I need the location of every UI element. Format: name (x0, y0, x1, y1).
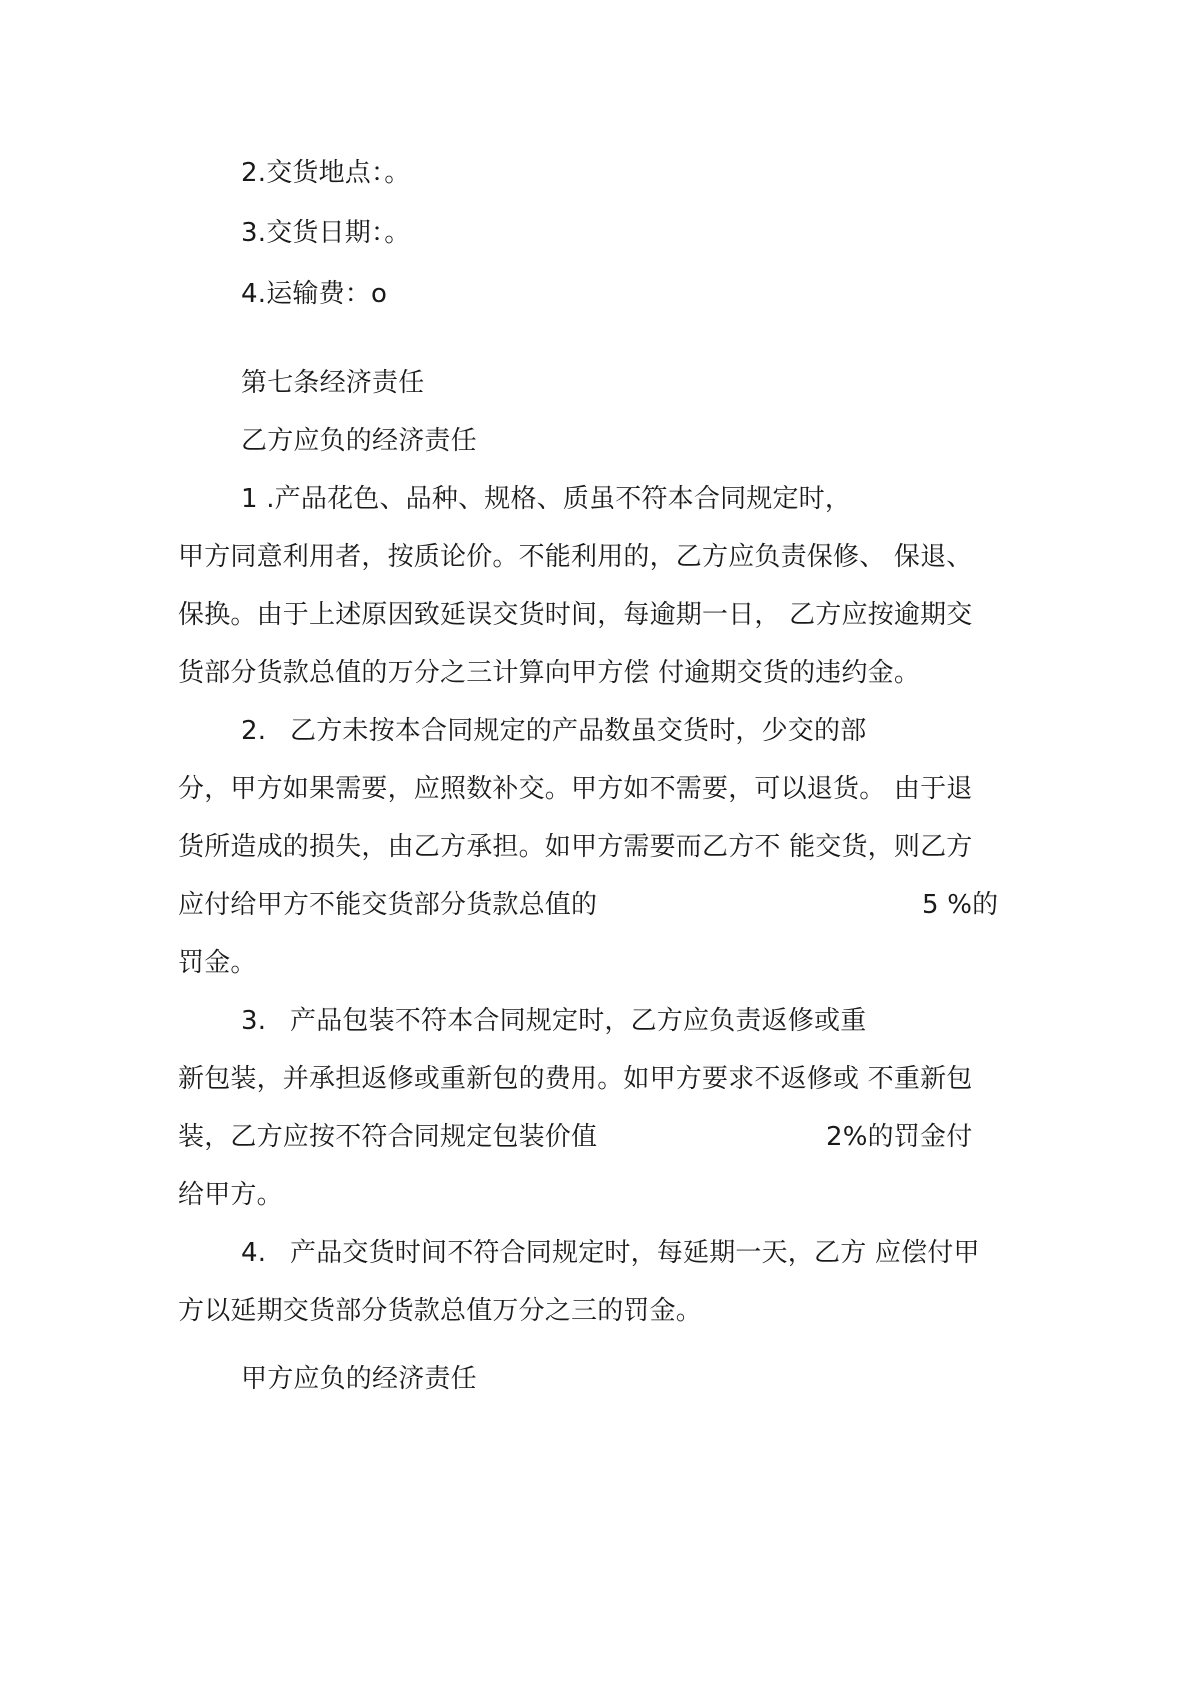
item1-line: 保换。由于上述原因致延误交货时间，每逾期一日， 乙方应按逾期交 (178, 600, 973, 630)
item1-line: 甲方同意利用者，按质论价。不能利用的，乙方应负责保修、 保退、 (178, 542, 973, 572)
item4-line2: 方以延期交货部分货款总值万分之三的罚金。 (178, 1296, 703, 1326)
item1-first-line: 1 .产品花色、品种、规格、质虽不符本合同规定时， (241, 484, 852, 514)
item2-last-line: 罚金。 (178, 948, 257, 978)
article-heading: 第七条经济责任 (241, 368, 425, 398)
party-b-heading: 乙方应负的经济责任 (241, 426, 477, 456)
item2-line4-left: 应付给甲方不能交货部分货款总值的 (178, 890, 598, 920)
item2-number: 2. (241, 716, 267, 746)
freight-line: 4.运输费：o (241, 279, 388, 309)
item2-line: 分，甲方如果需要，应照数补交。甲方如不需要，可以退货。 由于退 (178, 774, 973, 804)
item2-line4-right: 5 %的 (922, 890, 999, 920)
delivery-date-line: 3.交货日期：。 (241, 218, 411, 248)
item3-number: 3. (241, 1006, 267, 1036)
item2-first-line: 乙方未按本合同规定的产品数虽交货时，少交的部 (290, 716, 867, 746)
item2-line: 货所造成的损失，由乙方承担。如甲方需要而乙方不 能交货，则乙方 (178, 832, 973, 862)
item1-line: 货部分货款总值的万分之三计算向甲方偿 付逾期交货的违约金。 (178, 658, 921, 688)
item4-first-line: 产品交货时间不符合同规定时，每延期一天，乙方 应偿付甲 (290, 1238, 980, 1268)
delivery-place-line: 2.交货地点：。 (241, 158, 411, 188)
party-a-heading: 甲方应负的经济责任 (241, 1364, 477, 1394)
item3-first-line: 产品包装不符本合同规定时，乙方应负责返修或重 (290, 1006, 867, 1036)
item3-line2: 新包装，并承担返修或重新包的费用。如甲方要求不返修或 不重新包 (178, 1064, 973, 1094)
item3-line3-left: 装，乙方应按不符合同规定包装价值 (178, 1122, 598, 1152)
item3-last-line: 给甲方。 (178, 1180, 283, 1210)
item4-number: 4. (241, 1238, 267, 1268)
item3-line3-right: 2%的罚金付 (826, 1122, 973, 1152)
